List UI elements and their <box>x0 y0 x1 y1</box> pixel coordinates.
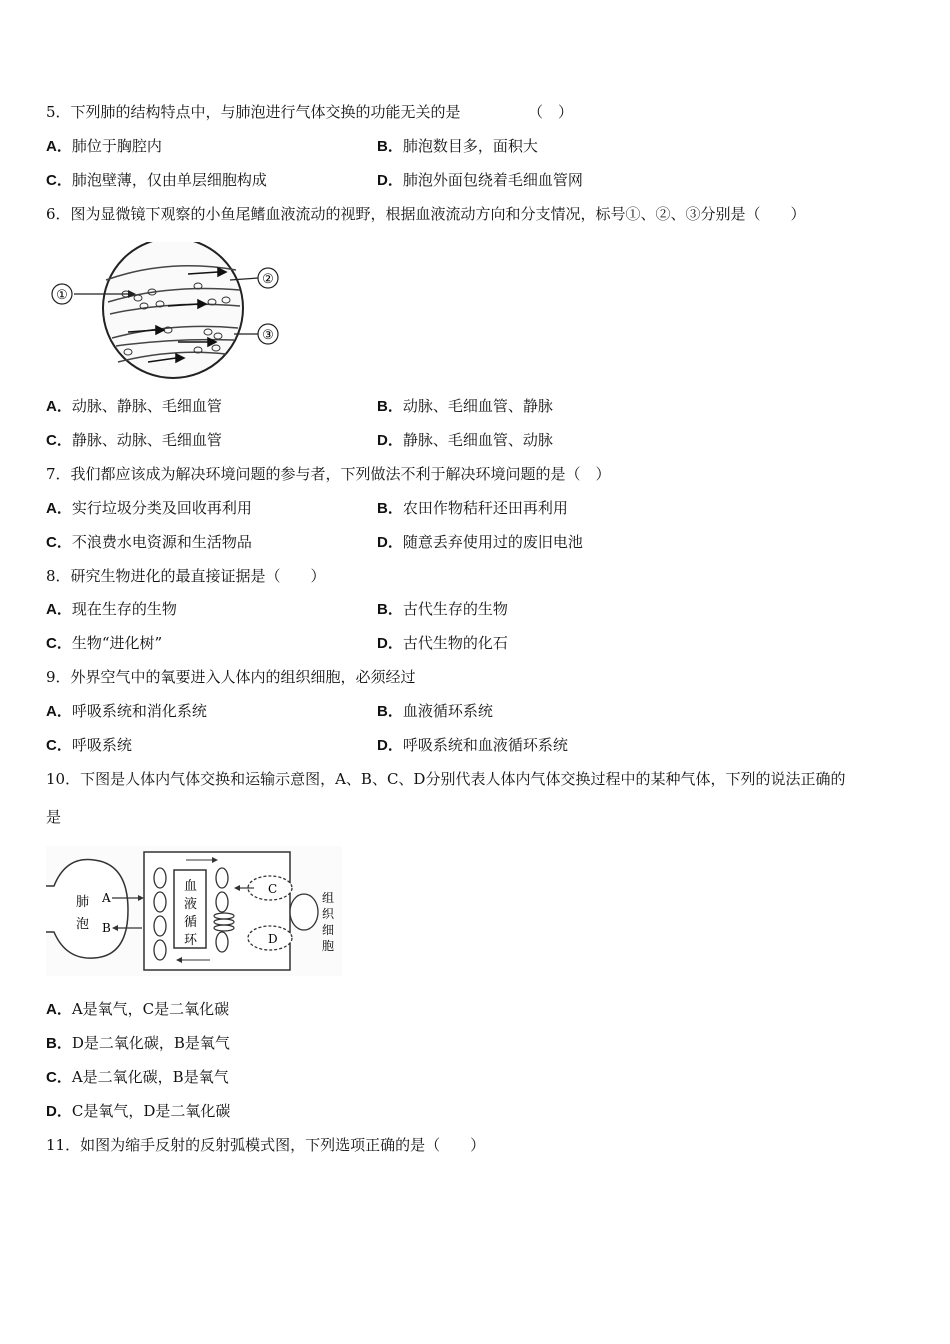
gas-a-label: A <box>102 891 111 905</box>
tissue-label-4: 胞 <box>322 939 335 953</box>
q10-option-b: B．D是二氧化碳，B是氧气 <box>46 1034 230 1052</box>
blood-label-2: 液 <box>184 897 198 912</box>
fig-label-2: ② <box>262 272 274 287</box>
q7-option-c: C．不浪费水电资源和生活物品 <box>46 533 252 551</box>
q5-option-c: C．肺泡壁薄，仅由单层细胞构成 <box>46 171 267 189</box>
q6-option-c: C．静脉、动脉、毛细血管 <box>46 431 222 449</box>
q10-option-c: C．A是二氧化碳，B是氧气 <box>46 1068 229 1086</box>
blood-label-1: 血 <box>184 879 198 894</box>
q7-option-d: D．随意丢弃使用过的废旧电池 <box>377 533 583 551</box>
q9-stem: 9．外界空气中的氧要进入人体内的组织细胞，必须经过 <box>46 668 416 686</box>
q8-option-b: B．古代生存的生物 <box>377 600 508 618</box>
q10-option-d: D．C是氧气，D是二氧化碳 <box>46 1102 231 1120</box>
fig-label-1: ① <box>56 288 68 303</box>
q8-stem: 8．研究生物进化的最直接证据是（ ） <box>46 567 326 585</box>
q10-option-a: A．A是氧气，C是二氧化碳 <box>46 1000 230 1018</box>
gas-b-label: B <box>102 921 111 935</box>
q6-option-a: A．动脉、静脉、毛细血管 <box>46 397 222 415</box>
q9-option-c: C．呼吸系统 <box>46 736 132 754</box>
lung-label-2: 泡 <box>76 917 90 932</box>
tissue-label-3: 细 <box>322 923 335 937</box>
q7-option-a: A．实行垃圾分类及回收再利用 <box>46 499 252 517</box>
q6-option-b: B．动脉、毛细血管、静脉 <box>377 397 553 415</box>
q5-stem: 5．下列肺的结构特点中，与肺泡进行气体交换的功能无关的是 （ ） <box>46 103 574 121</box>
gas-exchange-diagram <box>46 846 342 976</box>
gas-d-label: D <box>268 932 278 946</box>
tissue-label-2: 织 <box>322 907 335 921</box>
q5-option-d: D．肺泡外面包绕着毛细血管网 <box>377 171 583 189</box>
fig-label-3: ③ <box>262 328 274 343</box>
lung-label-1: 肺 <box>76 895 90 910</box>
q9-option-b: B．血液循环系统 <box>377 702 493 720</box>
q9-option-a: A．呼吸系统和消化系统 <box>46 702 207 720</box>
q9-option-d: D．呼吸系统和血液循环系统 <box>377 736 568 754</box>
q6-option-d: D．静脉、毛细血管、动脉 <box>377 431 553 449</box>
q8-option-c: C．生物“进化树” <box>46 634 163 652</box>
fish-tail-blood-flow-figure <box>48 242 288 382</box>
q10-stem-line2: 是 <box>46 808 62 826</box>
q8-option-d: D．古代生物的化石 <box>377 634 508 652</box>
q10-stem-line1: 10．下图是人体内气体交换和运输示意图，A、B、C、D分别代表人体内气体交换过程中的某种气体，下列的说法正确的 <box>46 770 846 788</box>
q5-option-b: B．肺泡数目多，面积大 <box>377 137 538 155</box>
q11-stem: 11．如图为缩手反射的反射弧模式图，下列选项正确的是（ ） <box>46 1136 486 1154</box>
gas-c-label: C <box>268 882 278 896</box>
q7-option-b: B．农田作物秸秆还田再利用 <box>377 499 568 517</box>
tissue-label-1: 组 <box>322 891 335 905</box>
blood-label-4: 环 <box>184 933 198 948</box>
q7-stem: 7．我们都应该成为解决环境问题的参与者，下列做法不利于解决环境问题的是（ ） <box>46 465 611 483</box>
q6-stem: 6．图为显微镜下观察的小鱼尾鳍血液流动的视野，根据血液流动方向和分支情况，标号①、②、③分别是（ ） <box>46 205 806 223</box>
blood-label-3: 循 <box>184 915 198 930</box>
q8-option-a: A．现在生存的生物 <box>46 600 177 618</box>
q5-option-a: A．肺位于胸腔内 <box>46 137 162 155</box>
